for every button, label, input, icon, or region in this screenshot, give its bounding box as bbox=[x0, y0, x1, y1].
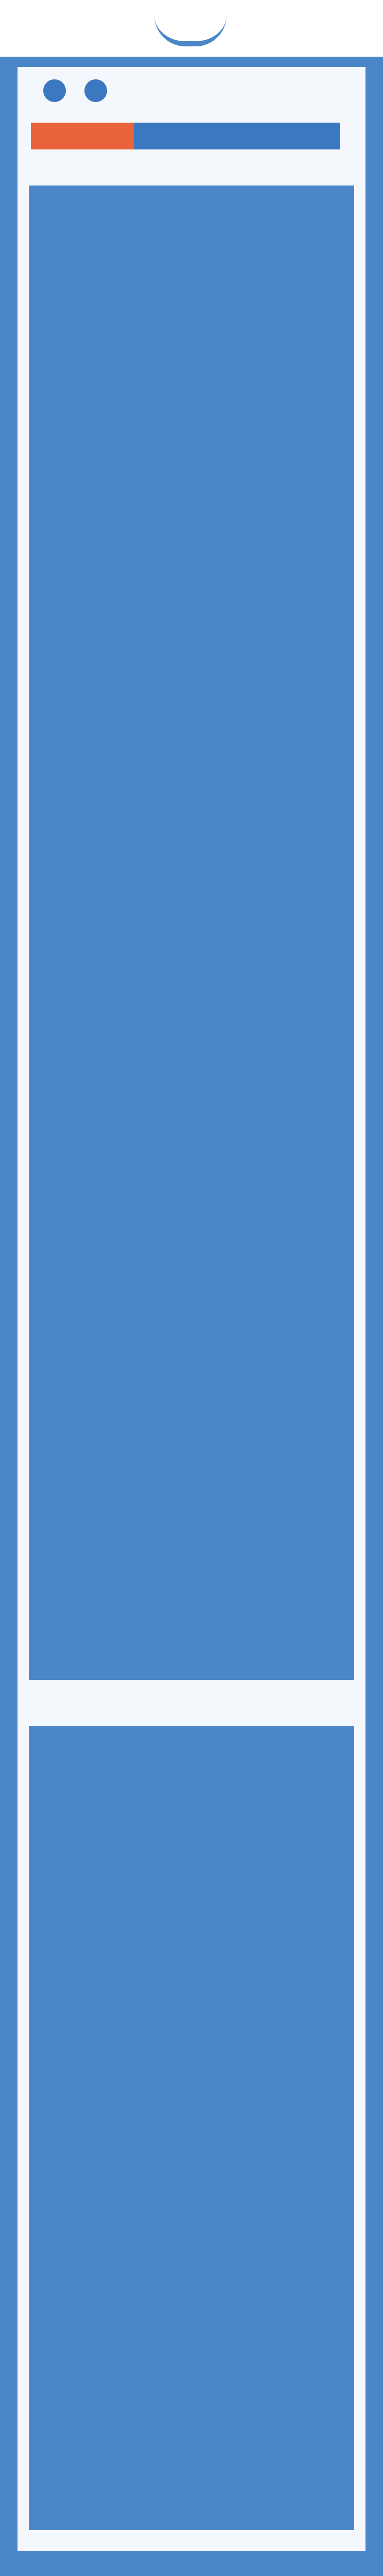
section-2-panel bbox=[29, 1726, 354, 2530]
book-icon bbox=[154, 5, 227, 46]
dot-icon bbox=[43, 79, 66, 102]
content-card bbox=[18, 67, 365, 2551]
chapter-number bbox=[31, 123, 134, 149]
decorative-dots bbox=[43, 79, 126, 104]
chapter-banner bbox=[31, 123, 340, 149]
header-band bbox=[0, 0, 383, 57]
chapter-title bbox=[134, 123, 340, 149]
section-1-panel bbox=[29, 186, 354, 1680]
dot-icon bbox=[84, 79, 107, 102]
